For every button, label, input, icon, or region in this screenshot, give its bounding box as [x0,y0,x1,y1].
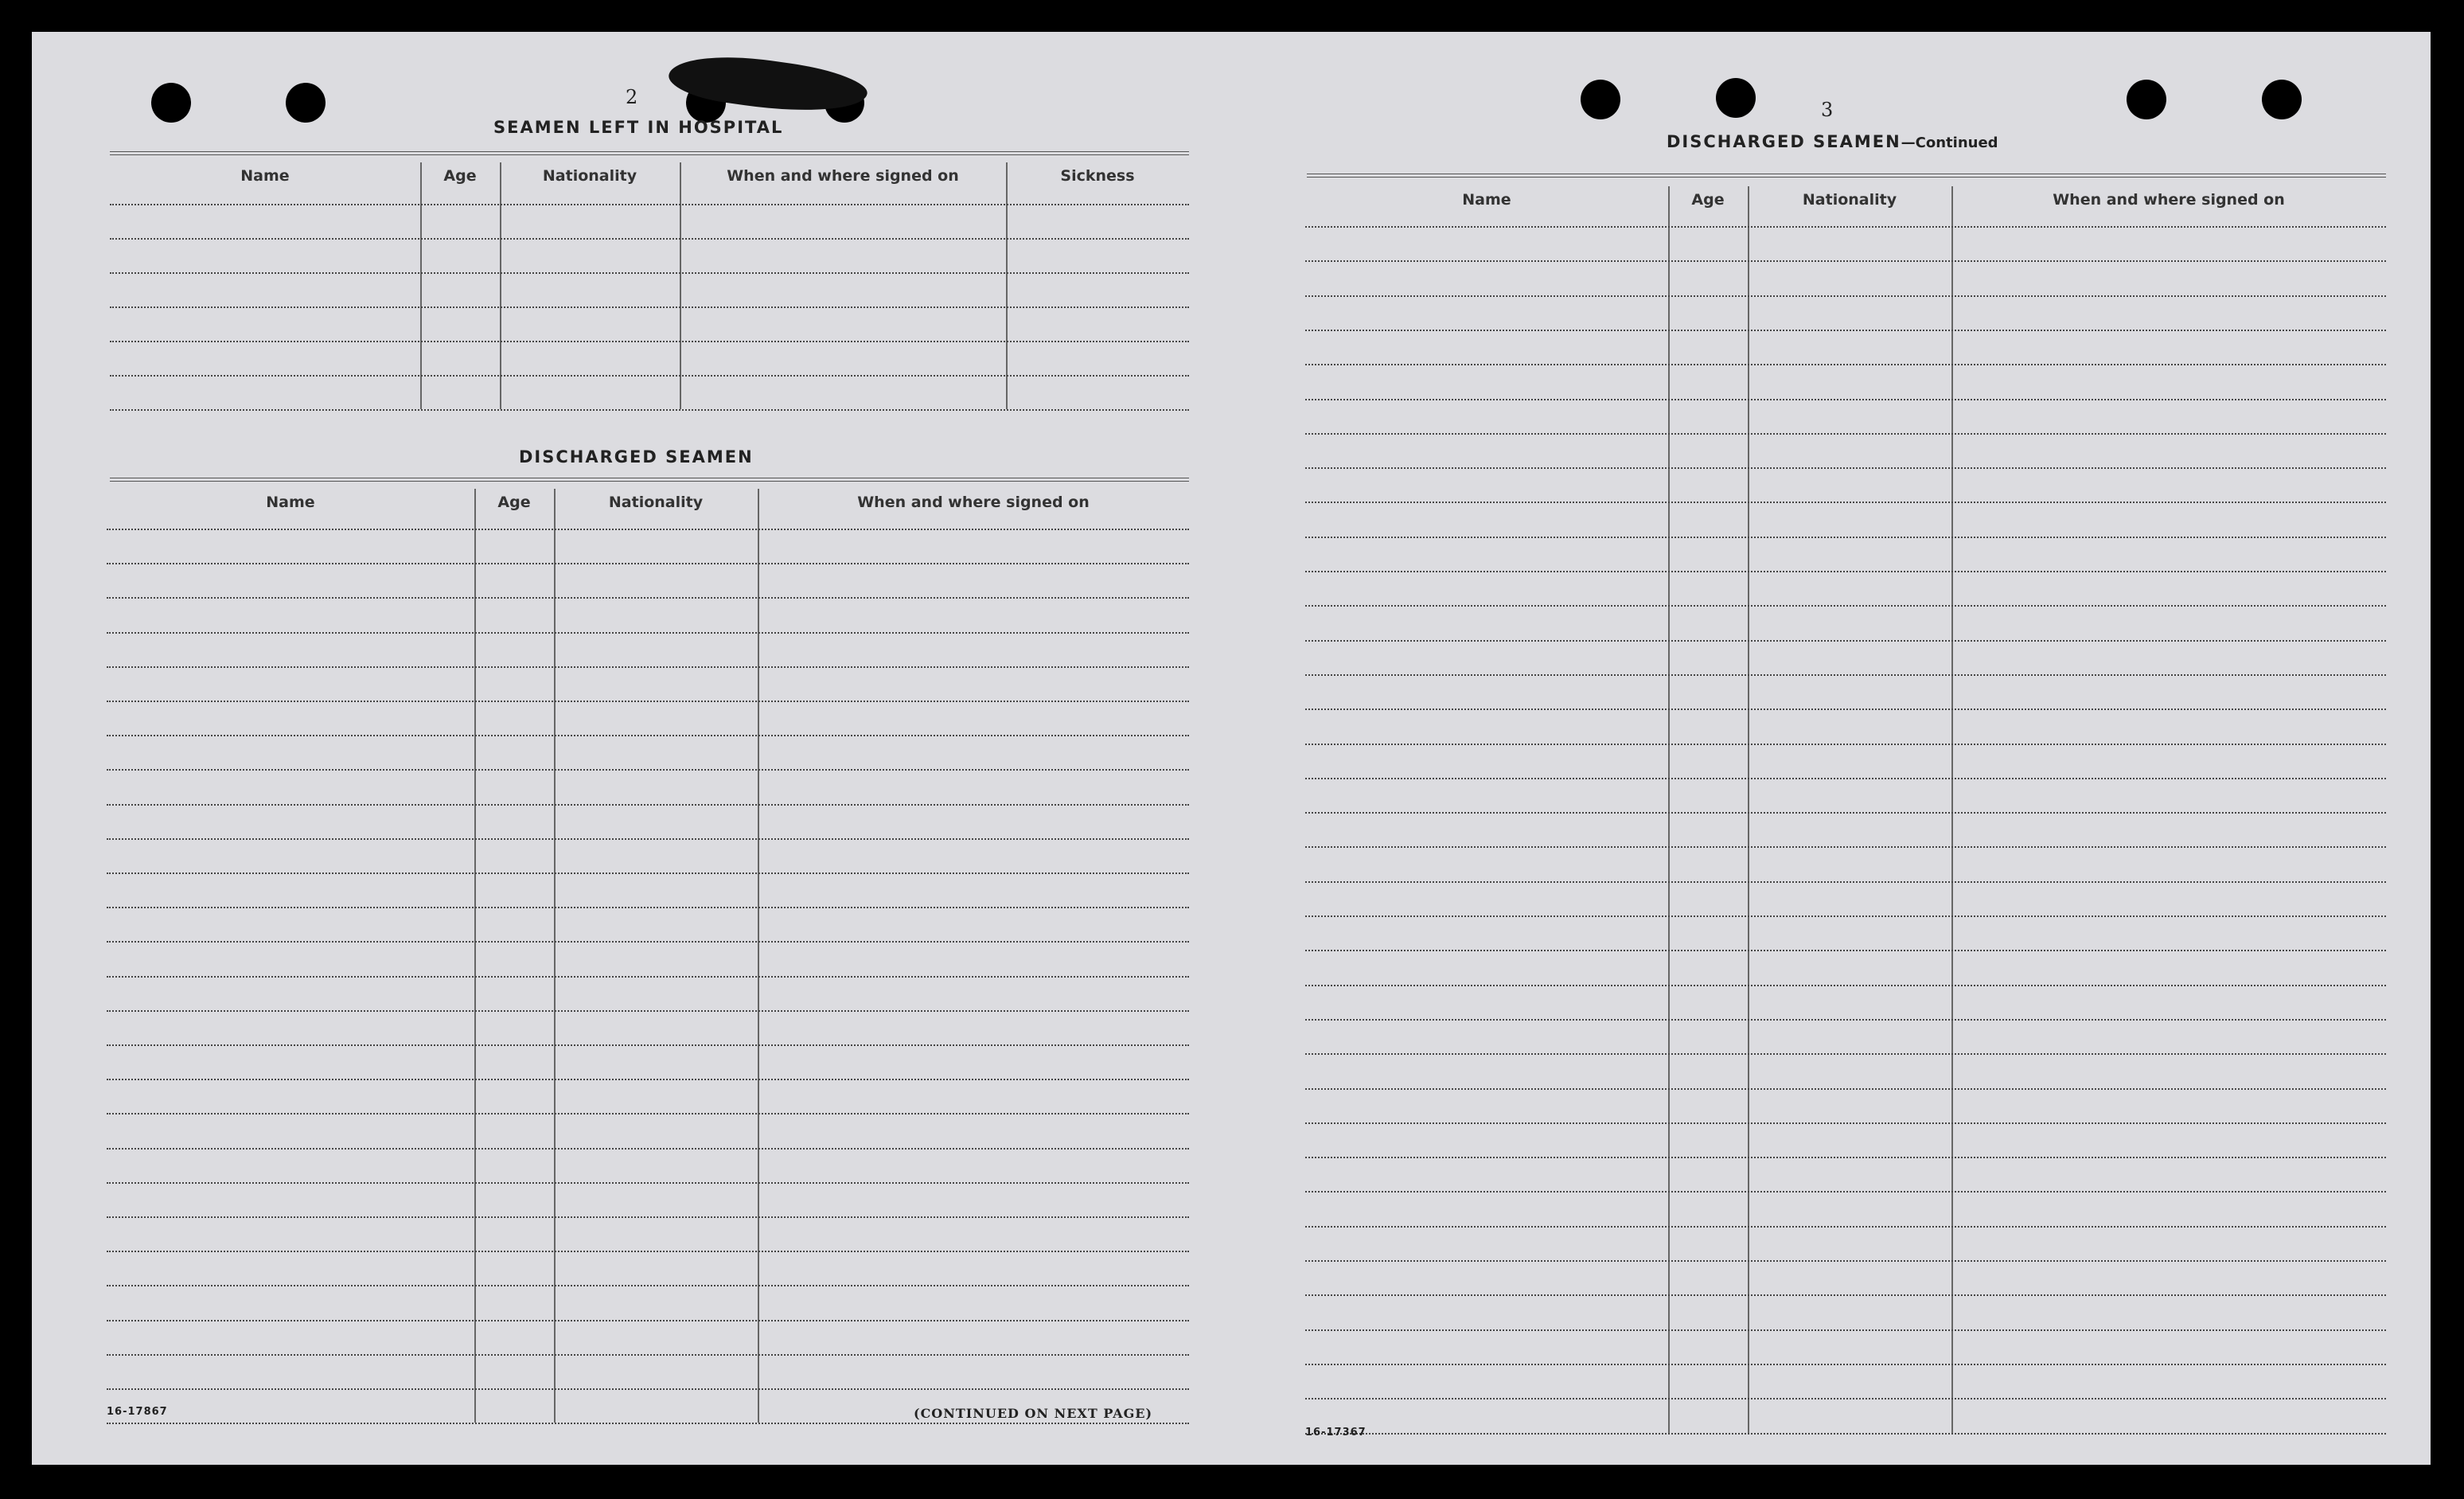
row-line [1305,330,2386,331]
row-line [107,1285,1189,1286]
row-line [1305,1122,2386,1124]
row-line [107,1182,1189,1184]
row-line [1305,778,2386,779]
row-line [1305,709,2386,710]
row-line [1305,433,2386,435]
title-rule [1307,174,2386,178]
column-header-name: Name [266,494,315,511]
punch-hole [286,83,326,123]
row-line [1305,812,2386,814]
row-line [107,907,1189,908]
row-line [1305,1191,2386,1193]
row-line [1305,226,2386,228]
row-line [107,597,1189,599]
row-line [107,1251,1189,1252]
row-line [1305,915,2386,917]
column-header-nationality: Nationality [1802,191,1897,209]
row-line [107,1388,1189,1390]
row-line [1305,1019,2386,1021]
row-line [110,341,1189,342]
row-line [107,769,1189,771]
row-line [107,804,1189,806]
title-rule [110,478,1189,482]
column-header-nationality: Nationality [608,494,704,511]
row-line [1305,1226,2386,1228]
row-line [107,1423,1189,1424]
row-line [110,238,1189,240]
row-line [107,666,1189,668]
row-line [1305,502,2386,503]
row-line [107,1320,1189,1321]
punch-hole [2262,80,2302,119]
column-divider [474,489,476,1423]
row-line [1305,1294,2386,1296]
column-header-name: Name [240,167,290,185]
row-line [1305,1329,2386,1331]
row-line [1305,1364,2386,1365]
row-line [1305,985,2386,986]
row-line [107,1148,1189,1150]
column-divider [500,162,501,409]
row-line [1305,674,2386,676]
row-line [107,1044,1189,1046]
row-line [1305,1053,2386,1055]
hospital-table [110,167,1189,430]
column-divider [1668,186,1670,1433]
column-header-signed-on: When and where signed on [727,167,959,185]
column-header-age: Age [497,494,531,511]
column-divider [758,489,759,1423]
column-divider [420,162,422,409]
row-line [107,701,1189,702]
section-title-discharged-continued [1667,132,1998,151]
row-line [1305,295,2386,297]
row-line [1305,1260,2386,1262]
column-header-name: Name [1462,191,1511,209]
row-line [110,409,1189,411]
row-line [1305,364,2386,365]
row-line [107,872,1189,874]
form-code: 16-17367 [1305,1427,1367,1438]
column-divider [554,489,556,1423]
section-title-discharged: DISCHARGED SEAMEN [519,447,754,466]
document-sheet [32,32,2431,1465]
row-line [1305,1157,2386,1158]
column-divider [1748,186,1749,1433]
row-line [107,632,1189,634]
punch-hole [1716,78,1756,118]
continued-note: (CONTINUED ON NEXT PAGE) [914,1406,1153,1421]
title-rule [110,151,1189,155]
punch-hole [1581,80,1620,119]
row-line [1305,399,2386,400]
row-line [107,1216,1189,1218]
row-line [107,1079,1189,1080]
row-line [1305,467,2386,469]
column-header-signed-on: When and where signed on [857,494,1090,511]
row-line [107,735,1189,736]
row-line [107,838,1189,840]
row-line [1305,537,2386,538]
row-line [1305,1088,2386,1090]
section-title-suffix: —Continued [1901,135,1998,151]
row-line [1305,605,2386,607]
punch-hole [151,83,191,123]
page-number: 2 [626,86,638,108]
row-line [110,272,1189,274]
row-line [107,1113,1189,1114]
row-line [1305,950,2386,951]
row-line [107,563,1189,564]
row-line [1305,1398,2386,1399]
row-line [1305,260,2386,262]
row-line [1305,744,2386,745]
row-line [1305,1433,2386,1435]
column-header-signed-on: When and where signed on [2053,191,2285,209]
column-divider [1951,186,1953,1433]
discharged-table [107,494,1189,1437]
column-divider [680,162,681,409]
section-title-hospital: SEAMEN LEFT IN HOSPITAL [493,118,784,137]
row-line [110,204,1189,205]
row-line [1305,846,2386,848]
row-line [1305,571,2386,572]
row-line [1305,640,2386,642]
row-line [107,976,1189,978]
row-line [1305,881,2386,883]
row-line [110,306,1189,308]
row-line [107,529,1189,530]
section-title-text: DISCHARGED SEAMEN [1667,132,1901,151]
column-header-sickness: Sickness [1060,167,1135,185]
column-header-nationality: Nationality [542,167,637,185]
page-number: 3 [1821,99,1834,121]
discharged-continued-table [1305,191,2386,1445]
column-header-age: Age [1691,191,1725,209]
form-code: 16-17867 [107,1406,168,1418]
row-line [107,1354,1189,1356]
row-line [107,1010,1189,1012]
punch-hole [2127,80,2166,119]
column-divider [1006,162,1008,409]
row-line [110,375,1189,377]
row-line [107,941,1189,943]
column-header-age: Age [443,167,477,185]
